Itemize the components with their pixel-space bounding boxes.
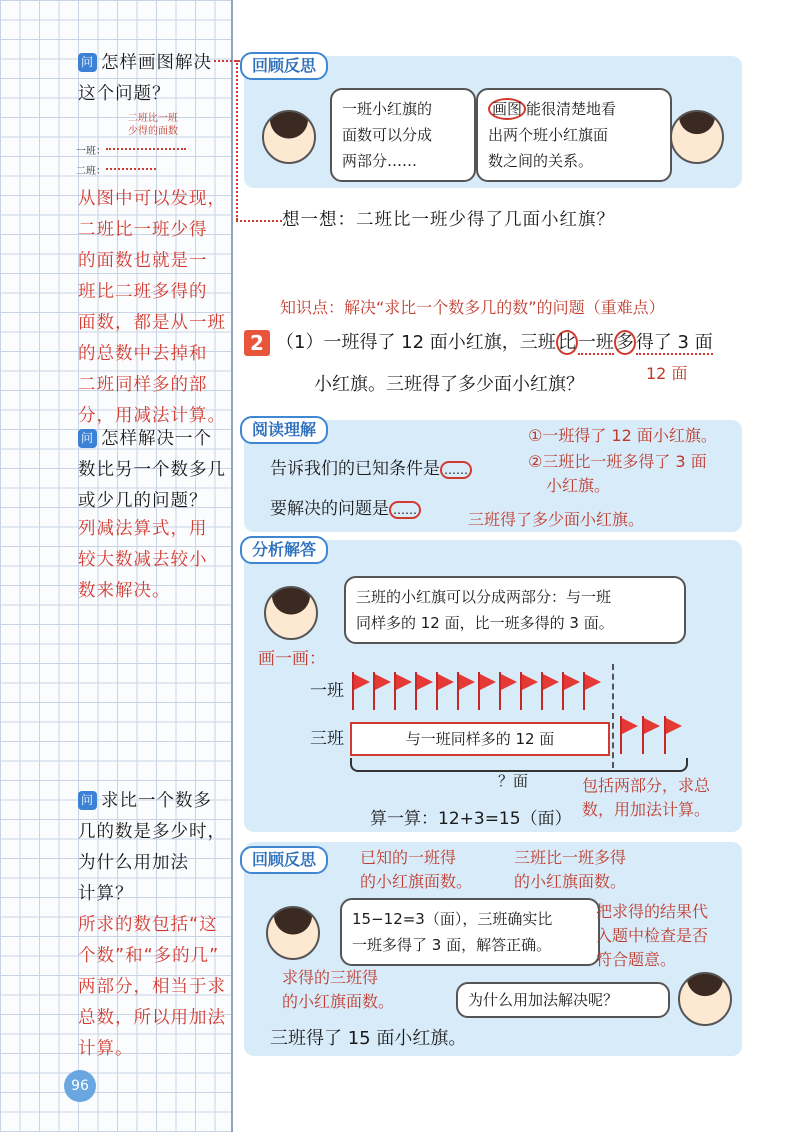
reading-tag: 阅读理解 (240, 416, 328, 444)
check-note: 把求得的结果代 入题中检查是否 符合题意。 (596, 902, 709, 969)
total-note: 包括两部分，求总 数，用加法计算。 (582, 776, 711, 819)
sketch-dots-1 (106, 148, 186, 150)
flag-icon (620, 716, 638, 754)
analysis-speech-bubble: 三班的小红旗可以分成两部分：与一班 同样多的 12 面，比一班多得的 3 面。 (344, 576, 686, 644)
condition-1: ①一班得了 12 面小红旗。 (528, 426, 717, 445)
flag-icon (562, 672, 580, 710)
connector-line (236, 220, 282, 222)
review-tag-1: 回顾反思 (240, 52, 328, 80)
flag-icon (499, 672, 517, 710)
row-label-class1: 一班 (310, 681, 344, 701)
girl-speech-bubble: 一班小红旗的 面数可以分成 两部分…… (330, 88, 476, 182)
connector-line (236, 60, 238, 220)
note-known: 已知的一班得 的小红旗面数。 (360, 848, 473, 891)
sidebar-question-2: 问 怎样解决一个 数比另一个数多几 或少几的问题？ (78, 429, 226, 511)
girl-avatar (262, 110, 316, 164)
problem-line-2: 小红旗。三班得了多少面小红旗？ (314, 374, 584, 395)
flag-icon (457, 672, 475, 710)
question-icon: 问 (78, 429, 97, 448)
question-icon: 问 (78, 791, 97, 810)
calculation: 算一算：12+3=15（面） (370, 809, 572, 829)
sidebar-divider (231, 0, 233, 1132)
knowledge-point: 知识点：解决“求比一个数多几的数”的问题（重难点） (280, 298, 665, 317)
flag-icon (583, 672, 601, 710)
flag-icon (373, 672, 391, 710)
flag-icon (436, 672, 454, 710)
draw-label: 画一画： (258, 649, 326, 669)
sidebar-question-1: 问 怎样画图解决 这个问题？ (78, 53, 212, 104)
question-label: 要解决的问题是 …… (270, 496, 421, 523)
sketch-dots-2 (106, 168, 156, 170)
flag-icon (520, 672, 538, 710)
question-answer: 三班得了多少面小红旗。 (468, 510, 645, 529)
result-note: 求得的三班得 的小红旗面数。 (282, 968, 395, 1011)
class3-bar: 与一班同样多的 12 面 (350, 722, 610, 756)
boy-question-bubble: 为什么用加法解决呢？ (456, 982, 670, 1018)
class3-extra-flags (620, 716, 690, 758)
flag-icon (394, 672, 412, 710)
sidebar-answer-1: 从图中可以发现， 二班比一班少得 的面数也就是一 班比二班多得的 面数，都是从一班 的总数中去掉和 二班同样多的部 分，用减法计算。 (78, 189, 226, 426)
problem-note: 12 面 (646, 364, 688, 383)
girl-avatar-3 (266, 906, 320, 960)
boy-avatar-2 (678, 972, 732, 1026)
flag-icon (541, 672, 559, 710)
flag-icon (642, 716, 660, 754)
flag-icon (352, 672, 370, 710)
problem-number: 2 (244, 330, 270, 356)
row-label-class3: 三班 (310, 729, 344, 749)
flag-icon (415, 672, 433, 710)
divider-dashed (612, 664, 614, 768)
page-number: 96 (64, 1070, 96, 1102)
think-question: 想一想：二班比一班少得了几面小红旗？ (282, 210, 615, 230)
flag-icon (478, 672, 496, 710)
known-conditions-label: 告诉我们的已知条件是 …… (270, 456, 472, 483)
problem-line-1: （1）一班得了 12 面小红旗，三班 比 一班 多 得了 3 面 (276, 332, 713, 353)
analysis-tag: 分析解答 (240, 536, 328, 564)
class1-flags (352, 672, 612, 714)
boy-speech-bubble: 画图 能很清楚地看 出两个班小红旗面 数之间的关系。 (476, 88, 672, 182)
question-icon: 问 (78, 53, 97, 72)
sidebar-answer-2: 列减法算式，用 较大数减去较小 数来解决。 (78, 519, 208, 601)
girl-avatar-2 (264, 586, 318, 640)
total-label: ？面 (498, 772, 529, 790)
flag-icon (664, 716, 682, 754)
sidebar-answer-3: 所求的数包括“这 个数”和“多的几” 两部分，相当于求 总数，所以用加法 计算。 (78, 915, 226, 1059)
condition-2: ②三班比一班多得了 3 面 小红旗。 (528, 452, 707, 495)
sidebar-sketch: 二班比一班 少得的面数 一班： 二班： (76, 112, 226, 182)
review-tag-2: 回顾反思 (240, 846, 328, 874)
boy-avatar (670, 110, 724, 164)
sidebar-question-3: 问 求比一个数多 几的数是多少时， 为什么用加法 计算？ (78, 791, 226, 904)
final-answer: 三班得了 15 面小红旗。 (270, 1028, 467, 1049)
note-more: 三班比一班多得 的小红旗面数。 (514, 848, 627, 891)
check-speech-bubble: 15−12=3（面），三班确实比 一班多得了 3 面，解答正确。 (340, 898, 600, 966)
